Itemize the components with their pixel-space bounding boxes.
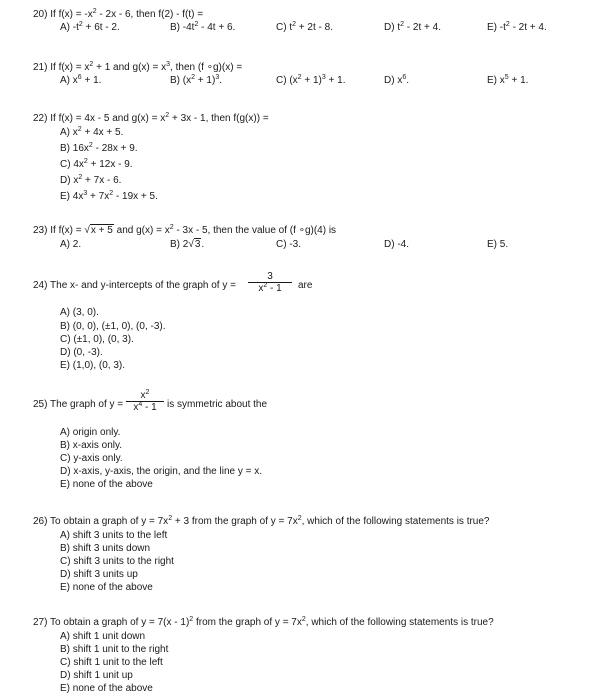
- question-20-stem: 20) If $f(x) = -x^2 - 2x - 6$, then f(2) - f(t) =: [33, 8, 204, 20]
- q25-option-c: C) y-axis only.: [60, 453, 123, 464]
- q24-option-d: D) (0, -3).: [60, 347, 103, 358]
- q23-option-b: B) 2√3.: [170, 239, 205, 250]
- question-26-stem: 26) To obtain a graph of $y = 7x^2 + 3$ from the graph of $y = 7x^2$, which of the following statements is true?: [33, 515, 490, 527]
- q24-option-b: B) (0, 0), (±1, 0), (0, -3).: [60, 321, 166, 332]
- q24-option-a: A) (3, 0).: [60, 307, 99, 318]
- q27-option-b: B) shift 1 unit to the right: [60, 644, 169, 655]
- q20-option-e: E) $-t^2 - 2t + 4$.: [487, 21, 547, 33]
- q23-option-c: C) -3.: [276, 239, 301, 250]
- q22-option-a: A) $x^2 + 4x + 5$.: [60, 126, 124, 138]
- q22-option-c: C) $4x^2 + 12x - 9$.: [60, 158, 133, 170]
- q25-option-b: B) x-axis only.: [60, 440, 123, 451]
- q24-option-e: E) (1,0), (0, 3).: [60, 360, 126, 371]
- q24-fraction: $\frac{3}{x^2 - 1}$: [248, 271, 292, 294]
- q20-option-a: A) $-t^2 + 6t - 2$.: [60, 21, 120, 33]
- q21-option-c: C) $(x^2 + 1)^3 + 1$.: [276, 74, 346, 86]
- q22-option-e: E) $4x^3 + 7x^2 - 19x + 5$.: [60, 190, 158, 202]
- q21-option-a: A) $x^6 + 1$.: [60, 74, 102, 86]
- q21-option-b: B) $(x^2 + 1)^3$.: [170, 74, 222, 86]
- q20-option-b: B) $-4t^2 - 4t + 6$.: [170, 21, 236, 33]
- q23-option-e: E) 5.: [487, 239, 509, 250]
- question-25-stem: 25) The graph of y =: [33, 399, 124, 410]
- question-22-stem: 22) If f(x) = 4x - 5 and $g(x) = x^2 + 3x - 1$, then f(g(x)) =: [33, 112, 269, 124]
- q22-option-d: D) $x^2 + 7x - 6$.: [60, 174, 122, 186]
- q25-option-d: D) x-axis, y-axis, the origin, and the line y = x.: [60, 466, 263, 477]
- q20-option-c: C) $t^2 + 2t - 8$.: [276, 21, 333, 33]
- q21-option-d: D) $x^6$.: [384, 74, 410, 86]
- q27-option-e: E) none of the above: [60, 683, 153, 694]
- q21-option-e: E) $x^5 + 1$.: [487, 74, 529, 86]
- q20-option-d: D) $t^2 - 2t + 4$.: [384, 21, 441, 33]
- q25-fraction: $\frac{x^2}{x^4 - 1}$: [126, 390, 164, 413]
- q27-option-a: A) shift 1 unit down: [60, 631, 146, 642]
- q24-option-c: C) (±1, 0), (0, 3).: [60, 334, 134, 345]
- q27-option-c: C) shift 1 unit to the left: [60, 657, 163, 668]
- q23-option-d: D) -4.: [384, 239, 409, 250]
- q26-option-e: E) none of the above: [60, 582, 153, 593]
- q27-option-d: D) shift 1 unit up: [60, 670, 133, 681]
- question-24-stem: 24) The x- and y-intercepts of the graph of y =: [33, 280, 236, 291]
- q26-option-a: A) shift 3 units to the left: [60, 530, 168, 541]
- q25-stem-post: is symmetric about the: [167, 399, 268, 410]
- q26-option-d: D) shift 3 units up: [60, 569, 138, 580]
- q25-option-e: E) none of the above: [60, 479, 153, 490]
- q24-stem-post: are: [298, 280, 313, 291]
- question-27-stem: 27) To obtain a graph of y = 7(x - 1)$^2$ from the graph of $y = 7x^2$, which of the following statements is true?: [33, 616, 494, 628]
- q22-option-b: B) $16x^2 - 28x + 9$.: [60, 142, 138, 154]
- q26-option-c: C) shift 3 units to the right: [60, 556, 174, 567]
- question-23-stem: 23) If f(x) = √x + 5 and $g(x) = x^2 - 3x - 5$, then the value of (f ∘g)(4) is: [33, 224, 337, 236]
- q26-option-b: B) shift 3 units down: [60, 543, 151, 554]
- question-21-stem: 21) If $f(x) = x^2 + 1$ and $g(x) = x^3$, then (f ∘g)(x) =: [33, 61, 243, 73]
- q25-option-a: A) origin only.: [60, 427, 121, 438]
- q23-option-a: A) 2.: [60, 239, 82, 250]
